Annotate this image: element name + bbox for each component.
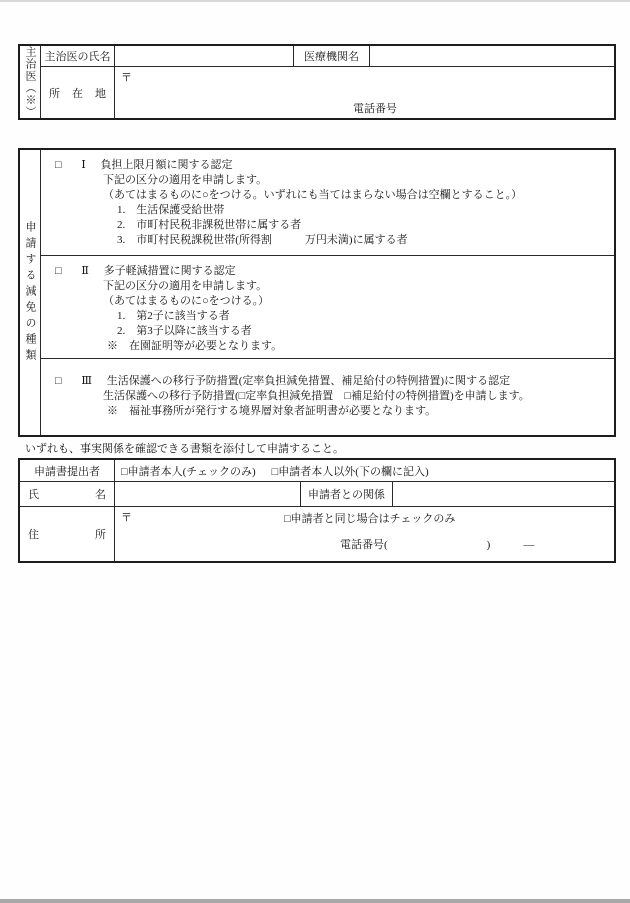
section-2-header <box>41 264 614 279</box>
attachment-note: いずれも、事実関係を確認できる書類を添付して申請すること。 <box>25 443 344 455</box>
section-3-note: ※ 福祉事務所が発行する境界層対象者証明書が必要となります。 <box>107 405 437 417</box>
physician-name-label: 主治医の氏名 <box>41 46 115 66</box>
page-edge-bottom <box>0 899 630 903</box>
relation-label: 申請者との関係 <box>301 482 393 506</box>
section-3-title: 生活保護への移行予防措置(定率負担減免措置、補足給付の特例措置)に関する認定 <box>106 375 511 387</box>
section-1 <box>41 150 614 256</box>
physician-address-label <box>41 67 115 118</box>
name-label-char: 名 <box>95 489 106 501</box>
section-2-title: 多子軽減措置に関する認定 <box>103 265 236 277</box>
physician-table <box>18 44 616 120</box>
page-edge-top <box>0 0 630 2</box>
section-2-instruction: （あてはまるものに○をつける。） <box>103 295 270 307</box>
exemption-side-label: 申請する減免の種類 <box>24 220 36 365</box>
section-2-subtitle: 下記の区分の適用を申請します。 <box>103 280 268 292</box>
physician-address-field[interactable] <box>115 67 614 118</box>
name-label-char: 氏 <box>28 489 39 501</box>
physician-phone-label: 電話番号 <box>353 103 397 115</box>
section-2-item-1: 1. 第2子に該当する者 <box>117 310 230 322</box>
postal-mark-icon: 〒 <box>121 512 132 524</box>
section-1-subtitle: 下記の区分の適用を申請します。 <box>103 174 268 186</box>
physician-name-field[interactable] <box>115 46 294 66</box>
relation-field[interactable] <box>393 482 614 506</box>
option-other-than-applicant-checkbox[interactable]: □申請者本人以外(下の欄に記入) <box>271 465 429 478</box>
exemption-side-label-cell <box>20 150 41 435</box>
submitter-label: 申請書提出者 <box>20 460 115 481</box>
section-3-header <box>41 374 614 389</box>
section-3-subtitle: 生活保護への移行予防措置(□定率負担減免措置 □補足給付の特例措置)を申請します。 <box>103 390 530 402</box>
section-1-item-3: 3. 市町村民税課税世帯(所得割 万円未満)に属する者 <box>117 234 408 246</box>
section-1-title: 負担上限月額に関する認定 <box>100 159 233 171</box>
submitter-address-label <box>20 507 115 561</box>
institution-name-label: 医療機関名 <box>294 46 370 66</box>
address-label-char: 所 <box>95 529 106 541</box>
address-label-char: 在 <box>72 87 83 100</box>
section-1-numeral: Ⅰ <box>81 159 86 171</box>
section-2-item-2: 2. 第3子以降に該当する者 <box>117 325 252 337</box>
address-label-char: 所 <box>49 87 60 100</box>
section-1-checkbox[interactable]: □ <box>55 159 62 171</box>
same-as-applicant-checkbox[interactable]: □申請者と同じ場合はチェックのみ <box>284 513 456 525</box>
submitter-table <box>18 458 616 563</box>
section-3-numeral: Ⅲ <box>81 375 93 387</box>
postal-mark-icon: 〒 <box>121 72 132 84</box>
submitter-options <box>115 460 614 481</box>
submitter-name-field[interactable] <box>115 482 301 506</box>
physician-side-label: 主治医（※） <box>24 46 36 118</box>
section-2-checkbox[interactable]: □ <box>55 265 62 277</box>
section-3-checkbox[interactable]: □ <box>55 375 62 387</box>
section-2-note: ※ 在園証明等が必要となります。 <box>107 340 283 352</box>
submitter-address-field[interactable] <box>115 507 614 561</box>
section-1-item-2: 2. 市町村民税非課税世帯に属する者 <box>117 219 302 231</box>
address-label-char: 地 <box>95 87 106 100</box>
section-1-header <box>41 158 614 173</box>
address-label-char: 住 <box>28 529 39 541</box>
institution-name-field[interactable] <box>370 46 614 66</box>
submitter-phone-label: 電話番号( ) — <box>340 539 535 551</box>
section-2 <box>41 256 614 359</box>
section-1-instruction: （あてはまるものに○をつける。いずれにも当てはまらない場合は空欄とすること。） <box>103 189 523 201</box>
section-2-numeral: Ⅱ <box>81 265 89 277</box>
section-1-item-1: 1. 生活保護受給世帯 <box>117 204 225 216</box>
physician-side-label-cell <box>20 46 41 118</box>
exemption-type-table <box>18 148 616 437</box>
option-applicant-self-checkbox[interactable]: □申請者本人(チェックのみ) <box>121 465 256 478</box>
submitter-name-label <box>20 482 115 506</box>
section-3 <box>41 359 614 435</box>
